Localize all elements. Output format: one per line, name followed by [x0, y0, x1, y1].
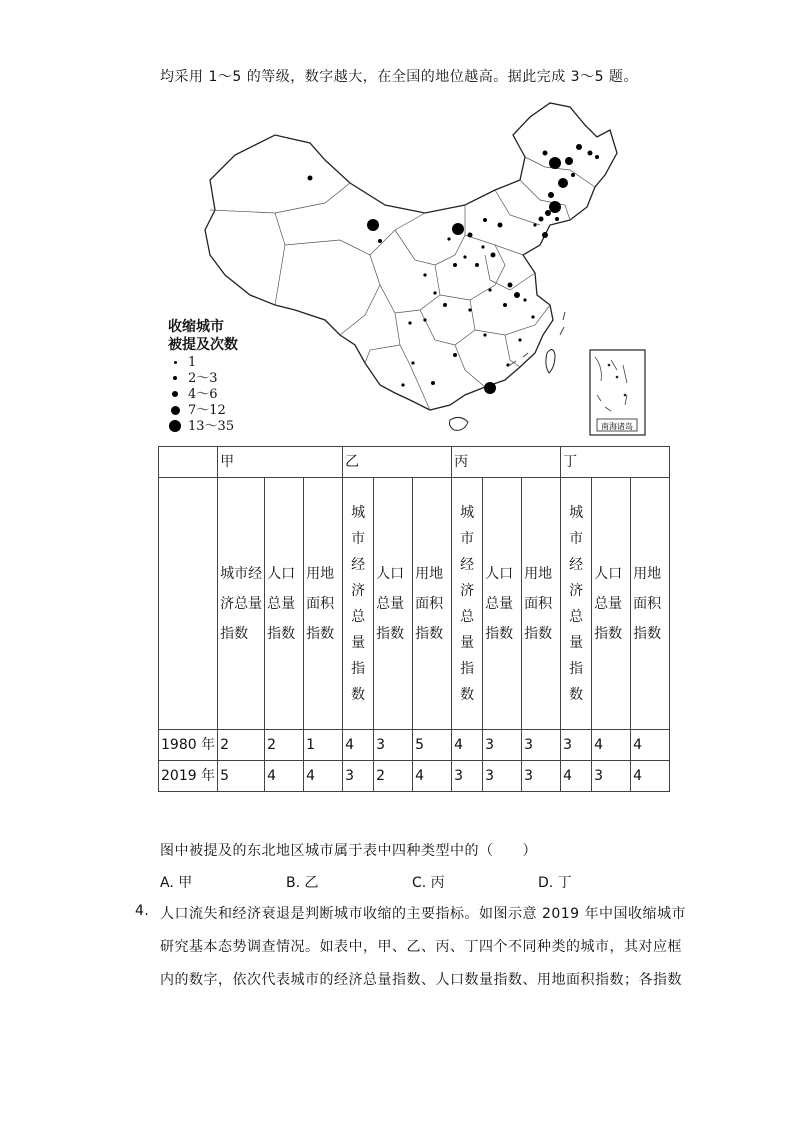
value-cell: 3 — [374, 730, 413, 761]
metric-label: 用地面积指数 — [304, 478, 343, 730]
city-dot — [588, 151, 593, 156]
legend-dot — [174, 361, 177, 364]
legend-item: 2～3 — [168, 370, 238, 386]
city-dot — [576, 144, 582, 150]
q4-line-1: 人口流失和经济衰退是判断城市收缩的主要指标。如图示意 2019 年中国收缩城市 — [160, 906, 687, 922]
city-dot — [401, 383, 404, 386]
year-cell: 2019 年 — [159, 761, 218, 792]
city-dot — [423, 318, 426, 321]
city-dot — [453, 353, 457, 357]
city-dot — [452, 223, 464, 235]
province-border — [365, 345, 400, 363]
city-dot — [488, 288, 491, 291]
metric-label: 城市经济总量指数 — [218, 478, 265, 730]
legend-dot — [171, 406, 180, 415]
metric-label-vertical: 城 市 经 济 总 量 指 数 — [561, 478, 592, 730]
value-cell: 3 — [522, 761, 561, 792]
city-dot — [433, 291, 436, 294]
city-dot — [378, 239, 382, 243]
province-border — [495, 190, 540, 225]
table-header-row — [159, 447, 670, 478]
legend-item: 1 — [168, 354, 238, 370]
city-dot — [408, 321, 411, 324]
option-a[interactable]: A. 甲 — [160, 875, 193, 891]
city-dot — [523, 298, 526, 301]
value-cell: 3 — [522, 730, 561, 761]
province-border — [380, 265, 440, 313]
metric-label: 人口总量指数 — [592, 478, 631, 730]
q4-line-3: 内的数字，依次代表城市的经济总量指数、人口数量指数、用地面积指数；各指数 — [160, 972, 682, 988]
metric-label: 用地面积指数 — [413, 478, 452, 730]
metric-label: 用地面积指数 — [522, 478, 561, 730]
table-row — [159, 730, 670, 761]
city-index-table — [158, 446, 670, 792]
type-header-ding: 丁 — [561, 447, 670, 478]
type-header-jia: 甲 — [218, 447, 343, 478]
city-dot — [498, 223, 503, 228]
country-outline — [205, 103, 617, 410]
value-cell: 4 — [452, 730, 483, 761]
legend-item: 7～12 — [168, 402, 238, 418]
map-legend — [168, 318, 238, 434]
value-cell: 3 — [343, 761, 374, 792]
option-d[interactable]: D. 丁 — [538, 875, 572, 891]
city-dot — [468, 233, 473, 238]
q4-line-2: 研究基本态势调查情况。如表中，甲、乙、丙、丁四个不同种类的城市，其对应框 — [160, 939, 682, 955]
legend-dot — [172, 391, 178, 397]
metric-label: 用地面积指数 — [631, 478, 670, 730]
metric-label-vertical: 城 市 经 济 总 量 指 数 — [343, 478, 374, 730]
value-cell: 3 — [561, 730, 592, 761]
city-dot — [571, 173, 575, 177]
city-dot — [533, 223, 536, 226]
question-number: 4. — [135, 903, 150, 919]
province-border — [455, 345, 485, 387]
year-cell: 1980 年 — [159, 730, 218, 761]
value-cell: 4 — [561, 761, 592, 792]
metric-label: 人口总量指数 — [265, 478, 304, 730]
value-cell: 4 — [631, 761, 670, 792]
city-dot — [483, 218, 487, 222]
city-dot — [475, 263, 479, 267]
question-text: 图中被提及的东北地区城市属于表中四种类型中的（ ） — [160, 843, 537, 859]
legend-dot — [173, 376, 177, 380]
value-cell: 5 — [218, 761, 265, 792]
province-border — [475, 305, 550, 335]
province-border — [210, 183, 350, 213]
value-cell: 4 — [413, 761, 452, 792]
legend-title-2: 被提及次数 — [168, 337, 238, 353]
city-dot — [565, 157, 573, 165]
metric-label-vertical: 城 市 经 济 总 量 指 数 — [452, 478, 483, 730]
city-dot — [411, 361, 414, 364]
type-header-bing: 丙 — [452, 447, 561, 478]
value-cell: 3 — [452, 761, 483, 792]
city-dot — [481, 245, 484, 248]
city-dot — [545, 210, 551, 216]
province-border — [275, 213, 285, 305]
city-dot — [549, 201, 561, 213]
value-cell: 4 — [265, 761, 304, 792]
province-border — [395, 205, 465, 265]
value-cell: 3 — [483, 761, 522, 792]
option-c[interactable]: C. 丙 — [412, 875, 445, 891]
metric-label-row — [159, 478, 670, 730]
city-dot — [308, 176, 313, 181]
value-cell: 4 — [631, 730, 670, 761]
city-dot — [453, 263, 457, 267]
legend-title-1: 收缩城市 — [168, 319, 224, 335]
province-border — [420, 300, 475, 345]
province-border — [285, 240, 380, 335]
city-dot — [484, 382, 496, 394]
city-dot — [555, 217, 559, 221]
table-corner-cell — [159, 447, 218, 478]
city-dot — [543, 151, 548, 156]
legend-item: 13～35 — [168, 418, 238, 434]
hainan-island — [450, 417, 469, 430]
metric-label: 人口总量指数 — [374, 478, 413, 730]
value-cell: 2 — [374, 761, 413, 792]
city-dot — [491, 253, 496, 258]
intro-text: 均采用 1～5 的等级，数字越大，在全国的地位越高。据此完成 3～5 题。 — [160, 69, 638, 85]
value-cell: 2 — [218, 730, 265, 761]
city-dot — [558, 178, 568, 188]
city-dot — [506, 363, 509, 366]
inset-label: 南海诸岛 — [601, 422, 633, 431]
value-cell: 4 — [304, 761, 343, 792]
value-cell: 2 — [265, 730, 304, 761]
taiwan-island — [546, 349, 555, 373]
type-header-yi: 乙 — [343, 447, 452, 478]
value-cell: 1 — [304, 730, 343, 761]
value-cell: 4 — [592, 730, 631, 761]
city-dot — [539, 217, 544, 222]
city-dot — [503, 303, 507, 307]
city-dot — [483, 333, 486, 336]
city-dot — [508, 283, 513, 288]
city-dot — [549, 157, 561, 169]
city-dot — [542, 232, 548, 238]
city-dot — [531, 315, 534, 318]
city-dot — [595, 155, 599, 159]
table-row — [159, 761, 670, 792]
province-border — [505, 335, 520, 367]
city-dot — [443, 303, 447, 307]
city-dot — [463, 255, 466, 258]
metric-label: 人口总量指数 — [483, 478, 522, 730]
city-dot — [518, 338, 521, 341]
city-dot — [514, 292, 520, 298]
city-dot — [447, 237, 450, 240]
city-dot — [548, 192, 554, 198]
value-cell: 3 — [483, 730, 522, 761]
city-dot — [468, 308, 471, 311]
value-cell: 5 — [413, 730, 452, 761]
value-cell: 3 — [592, 761, 631, 792]
city-dot — [423, 273, 426, 276]
value-cell: 4 — [343, 730, 374, 761]
city-dot — [431, 381, 435, 385]
legend-item: 4～6 — [168, 386, 238, 402]
option-b[interactable]: B. 乙 — [286, 875, 319, 891]
table-empty-cell — [159, 478, 218, 730]
city-dot — [367, 219, 379, 231]
south-china-sea-inset — [590, 350, 645, 435]
legend-dot — [169, 420, 181, 432]
